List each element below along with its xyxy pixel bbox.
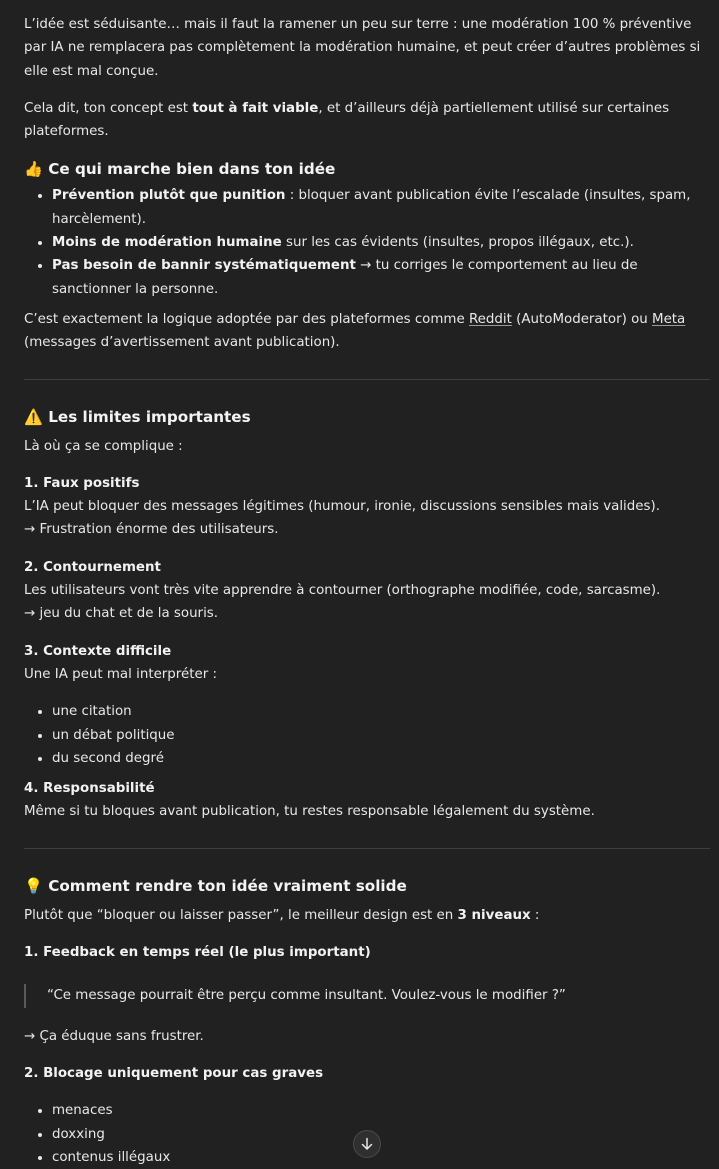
limit-2-arrow: → jeu du chat et de la souris. — [24, 606, 219, 622]
list-item: • contenus illégaux — [52, 1146, 710, 1169]
context-list — [24, 700, 710, 770]
list-item: • Prévention plutôt que punition : bloquer avant publication évite l’escalade (insultes, spam, harcèlement). — [52, 184, 710, 231]
limit-4-text: Même si tu bloques avant publication, tu restes responsable légalement du système. — [24, 804, 595, 820]
works-list — [24, 184, 710, 300]
thumbs-up-icon: 👍 — [24, 160, 43, 179]
list-item: • une citation — [52, 700, 710, 723]
limit-2-title: 2. Contournement — [24, 559, 161, 575]
level-1-title: 1. Feedback en temps réel (le plus important) — [24, 945, 371, 961]
scroll-to-bottom-button[interactable] — [353, 1130, 381, 1158]
viable-paragraph: Cela dit, ton concept est tout à fait viable, et d’ailleurs déjà partiellement utilisé sur certaines plateformes. — [24, 100, 670, 140]
limit-4-title: 4. Responsabilité — [24, 781, 155, 797]
solid-heading: 💡 Comment rendre ton idée vraiment solide — [24, 876, 407, 895]
limits-heading: ⚠️ Les limites importantes — [24, 407, 251, 426]
platforms-paragraph: C’est exactement la logique adoptée par des plateformes comme Reddit (AutoModerator) ou Meta (messages d’avertissement avant publication). — [24, 311, 686, 351]
example-quote: “Ce message pourrait être perçu comme insultant. Voulez-vous le modifier ?” — [24, 984, 710, 1007]
limit-1-title: 1. Faux positifs — [24, 475, 140, 491]
limits-lead: Là où ça se complique : — [24, 438, 183, 454]
limit-3-title: 3. Contexte difficile — [24, 643, 172, 659]
limit-1-arrow: → Frustration énorme des utilisateurs. — [24, 522, 279, 538]
list-item: • menaces — [52, 1099, 710, 1122]
reddit-link[interactable]: Reddit — [468, 311, 512, 327]
list-item: • doxxing — [52, 1123, 710, 1146]
list-item: • un débat politique — [52, 724, 710, 747]
meta-link[interactable]: Meta — [652, 311, 686, 327]
list-item: • Moins de modération humaine sur les cas évidents (insultes, propos illégaux, etc.). — [52, 231, 710, 254]
works-heading: 👍 Ce qui marche bien dans ton idée — [24, 160, 336, 179]
limit-3-text: Une IA peut mal interpréter : — [24, 666, 218, 682]
divider — [24, 848, 710, 849]
list-item: • Pas besoin de bannir systématiquement → tu corriges le comportement au lieu de sanctionner la personne. — [52, 254, 710, 301]
intro-paragraph: L’idée est séduisante… mais il faut la ramener un peu sur terre : une modération 100 % préventive par IA ne remplacera pas complètement la modération humaine, et peut créer d’autres problèmes si elle est mal conçue. — [24, 17, 701, 79]
arrow-down-icon — [360, 1137, 374, 1151]
divider — [24, 379, 710, 380]
light-bulb-icon: 💡 — [24, 876, 43, 895]
warning-icon: ⚠️ — [24, 407, 43, 426]
list-item: • du second degré — [52, 747, 710, 770]
solid-lead: Plutôt que “bloquer ou laisser passer”, le meilleur design est en 3 niveaux : — [24, 907, 540, 923]
level-2-title: 2. Blocage uniquement pour cas graves — [24, 1065, 324, 1081]
limit-2-text: Les utilisateurs vont très vite apprendre à contourner (orthographe modifiée, code, sarcasme). — [24, 583, 661, 599]
level-1-arrow: → Ça éduque sans frustrer. — [24, 1028, 204, 1044]
chat-message — [24, 13, 710, 1169]
limit-1-text: L’IA peut bloquer des messages légitimes (humour, ironie, discussions sensibles mais valides). — [24, 499, 660, 515]
